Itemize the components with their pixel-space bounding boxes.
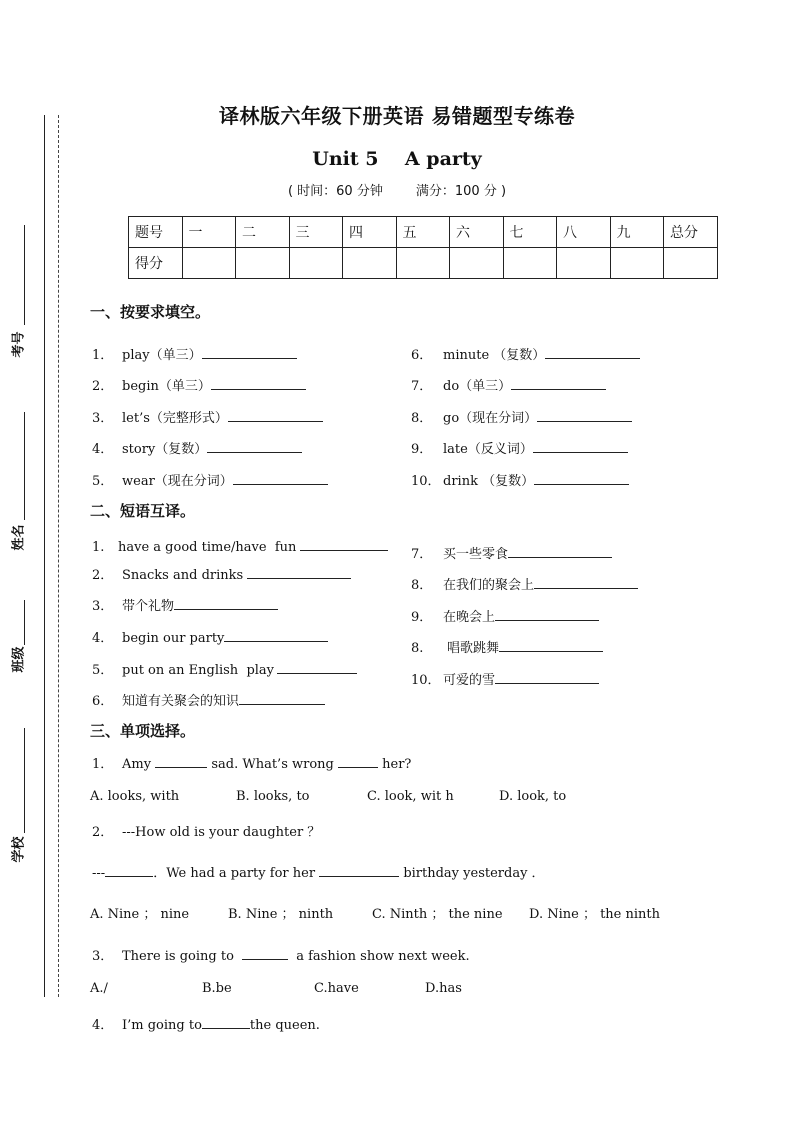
school-field[interactable]: [24, 728, 25, 833]
option[interactable]: C. look, wit h: [367, 789, 454, 804]
answer-blank[interactable]: [207, 440, 302, 453]
answer-blank[interactable]: [495, 671, 599, 684]
section-1-heading: 一、按要求填空。: [90, 303, 211, 321]
answer-blank[interactable]: [242, 947, 288, 960]
score-cell[interactable]: [236, 248, 290, 279]
question-3: 3． There is going to a fashion show next week.: [92, 949, 470, 964]
answer-blank[interactable]: [499, 639, 603, 652]
option[interactable]: D. look, to: [499, 789, 567, 804]
list-item: 3． let’s（完整形式）: [92, 407, 323, 426]
option[interactable]: A. looks, with: [90, 789, 180, 804]
score-cell[interactable]: [664, 248, 718, 279]
answer-blank[interactable]: [105, 864, 153, 877]
answer-blank[interactable]: [533, 440, 628, 453]
binding-solid-line: [44, 115, 45, 997]
option[interactable]: C. Ninth ； the nine: [372, 907, 503, 922]
page-title: 译林版六年级下册英语 易错题型专练卷: [219, 104, 575, 128]
name-label: 姓名: [11, 524, 27, 551]
answer-blank[interactable]: [319, 864, 399, 877]
list-item: 7． 买一些零食: [411, 543, 612, 562]
question-4: 4． I’m going to the queen.: [92, 1018, 320, 1033]
list-item: 5． wear（现在分词）: [92, 470, 328, 489]
answer-blank[interactable]: [534, 576, 638, 589]
table-cell: 二: [236, 217, 290, 248]
answer-blank[interactable]: [202, 1016, 250, 1029]
time-info: ( 时间：60 分钟 满分：100 分 ): [287, 184, 507, 199]
option[interactable]: A./: [90, 981, 108, 996]
answer-blank[interactable]: [511, 377, 606, 390]
answer-blank[interactable]: [338, 755, 378, 768]
table-cell: 五: [396, 217, 450, 248]
binding-dashed-line: [58, 115, 59, 997]
table-cell: 八: [557, 217, 611, 248]
list-item: 4． begin our party: [92, 627, 328, 646]
class-field[interactable]: [24, 600, 25, 645]
table-cell: 四: [343, 217, 397, 248]
answer-blank[interactable]: [239, 692, 325, 705]
score-cell[interactable]: [396, 248, 450, 279]
class-label: 班级: [11, 646, 27, 673]
option[interactable]: D. Nine ； the ninth: [529, 907, 661, 922]
answer-blank[interactable]: [202, 346, 297, 359]
list-item: 8. 唱歌跳舞: [411, 637, 603, 656]
score-table: [128, 216, 718, 279]
school-label: 学校: [11, 836, 27, 863]
answer-blank[interactable]: [233, 472, 328, 485]
score-cell[interactable]: [343, 248, 397, 279]
table-cell: 一: [182, 217, 236, 248]
answer-blank[interactable]: [247, 566, 351, 579]
list-item: 2． begin（单三）: [92, 375, 306, 394]
question-2-line-2: --- ．We had a party for her birthday yesterday ．: [92, 866, 545, 881]
answer-blank[interactable]: [155, 755, 207, 768]
list-item: 10． drink （复数）: [411, 470, 629, 489]
option[interactable]: B.be: [202, 981, 232, 996]
answer-blank[interactable]: [224, 629, 328, 642]
option[interactable]: C.have: [314, 981, 359, 996]
list-item: 6． 知道有关聚会的知识: [92, 690, 325, 709]
list-item: 8． 在我们的聚会上: [411, 574, 638, 593]
answer-blank[interactable]: [537, 409, 632, 422]
list-item: 1． play（单三）: [92, 344, 297, 363]
answer-blank[interactable]: [211, 377, 306, 390]
answer-blank[interactable]: [508, 545, 612, 558]
score-cell[interactable]: [557, 248, 611, 279]
list-item: 7． do（单三）: [411, 375, 606, 394]
score-cell[interactable]: [503, 248, 557, 279]
list-item: 4． story（复数）: [92, 438, 302, 457]
table-cell: 九: [610, 217, 664, 248]
table-cell: 总分: [664, 217, 718, 248]
answer-blank[interactable]: [228, 409, 323, 422]
name-field[interactable]: [24, 412, 25, 520]
answer-blank[interactable]: [300, 538, 388, 551]
unit-title: Unit 5 A party: [312, 148, 482, 170]
list-item: 6． minute （复数）: [411, 344, 640, 363]
exam-no-label: 考号: [11, 331, 27, 358]
table-cell: 六: [450, 217, 504, 248]
score-cell[interactable]: [450, 248, 504, 279]
exam-no-field[interactable]: [24, 225, 25, 325]
list-item: 2． Snacks and drinks: [92, 564, 351, 583]
list-item: 1. have a good time/have fun: [92, 538, 388, 555]
list-item: 8． go（现在分词）: [411, 407, 632, 426]
option[interactable]: B. looks, to: [236, 789, 310, 804]
answer-blank[interactable]: [534, 472, 629, 485]
score-header-row: [129, 217, 718, 248]
option[interactable]: D.has: [425, 981, 462, 996]
list-item: 9． 在晚会上: [411, 606, 599, 625]
list-item: 9． late（反义词）: [411, 438, 628, 457]
answer-blank[interactable]: [174, 597, 278, 610]
question-1: 1． Amy sad. What’s wrong her?: [92, 757, 412, 772]
list-item: 10． 可爱的雪: [411, 669, 599, 688]
table-cell: 三: [289, 217, 343, 248]
answer-blank[interactable]: [277, 661, 357, 674]
table-cell: 七: [503, 217, 557, 248]
answer-blank[interactable]: [545, 346, 640, 359]
score-value-row: [129, 248, 718, 279]
answer-blank[interactable]: [495, 608, 599, 621]
table-cell: 得分: [129, 248, 183, 279]
option[interactable]: A. Nine ； nine: [90, 907, 190, 922]
list-item: 3． 带个礼物: [92, 595, 278, 614]
section-3-heading: 三、单项选择。: [90, 722, 196, 740]
section-2-heading: 二、短语互译。: [90, 502, 196, 520]
option[interactable]: B. Nine ； ninth: [228, 907, 334, 922]
question-2: 2． ---How old is your daughter ？: [92, 825, 321, 840]
list-item: 5． put on an English play: [92, 659, 357, 678]
score-cell[interactable]: [182, 248, 236, 279]
table-cell: 题号: [129, 217, 183, 248]
score-cell[interactable]: [610, 248, 664, 279]
score-cell[interactable]: [289, 248, 343, 279]
